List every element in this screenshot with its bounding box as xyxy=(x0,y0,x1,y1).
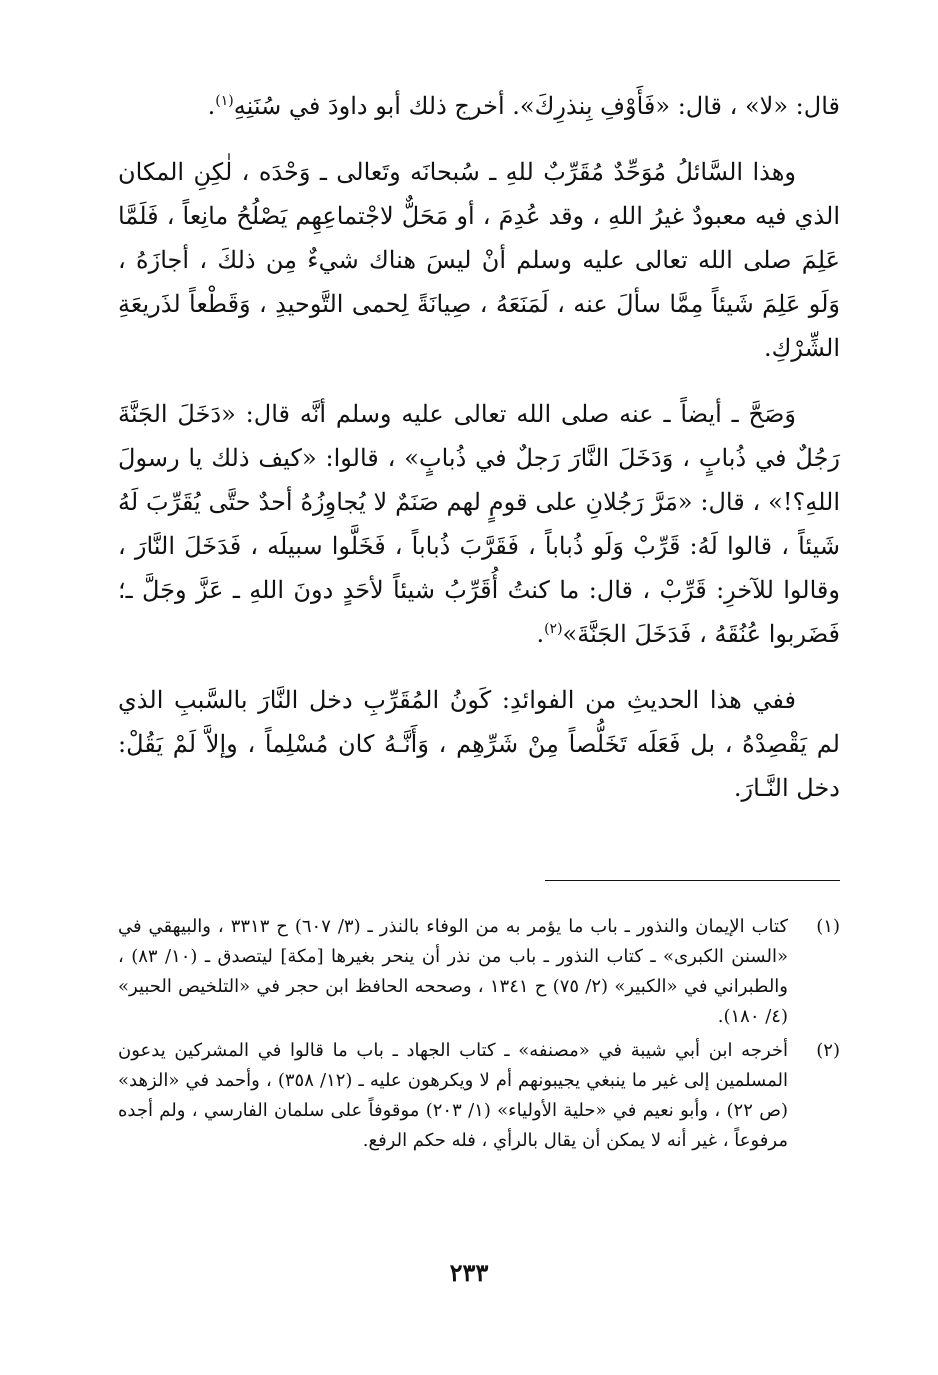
paragraph-3 xyxy=(118,392,840,656)
footnote-ref-1: (١) xyxy=(215,93,234,109)
paragraph-2: وهذا السَّائلُ مُوَحِّدٌ مُقَرِّبٌ للهِ ـ سُبحانَه وتَعالى ـ وَحْدَه ، لٰكِنِ المكان الذي فيه معبودٌ غيرُ اللهِ ، وقد عُدِمَ ، أو مَحَلٌّ لاجْتماعِهِم يَصْلُحُ مانِعاً ، فَلَمَّا عَلِمَ صلى الله تعالى عليه وسلم أنْ ليسَ هناك شيءٌ مِن ذلكَ ، أجازَهُ ، وَلَو عَلِمَ شَيئاً مِمَّا سألَ عنه ، لَمَنَعَهُ ، صِيانَةً لِحمى التَّوحيدِ ، وَقَطْعاً لذَريعَةِ الشِّرْكِ. xyxy=(118,158,840,362)
page-number: ٢٣٣ xyxy=(449,1258,489,1287)
paragraph-1 xyxy=(118,84,840,128)
footnote-ref-2: (٢) xyxy=(544,621,563,637)
paragraph-1-end: . xyxy=(207,92,216,120)
main-text xyxy=(118,84,840,832)
paragraph-3-end: . xyxy=(536,620,545,648)
footnotes xyxy=(118,912,840,1160)
footnote-divider xyxy=(545,880,840,881)
paragraph-4: ففي هذا الحديثِ من الفوائدِ: كَونُ المُقَرِّبِ دخل النَّارَ بالسَّببِ الذي لم يَقْصِدْهُ ، بل فَعَلَه تَخَلُّصاً مِنْ شَرِّهِم ، وَأَنَّـهُ كان مُسْلِماً ، وإلاَّ لَمْ يَقُلْ: دخل النَّـارَ. xyxy=(118,686,840,802)
footnote-number: (١) xyxy=(816,916,840,937)
footnote-1 xyxy=(118,912,840,1032)
paragraph-1-text: قال: «لا» ، قال: «فَأَوْفِ بِنذرِكَ». أخرج ذلك أبو داودَ في سُنَنِهِ xyxy=(233,92,840,120)
footnote-number: (٢) xyxy=(816,1040,840,1061)
footnote-text: أخرجه ابن أبي شيبة في «مصنفه» ـ كتاب الجهاد ـ باب ما قالوا في المشركين يدعون المسلمين إلى غير ما ينبغي يجيبونهم أم لا ويكرهون عليه ـ (١٢/ ٣٥٨) ، وأحمد في «الزهد» (ص ٢٢) ، وأبو نعيم في «حلية الأولياء» (١/ ٢٠٣) موقوفاً على سلمان الفارسي ، ولم أجده مرفوعاً ، غير أنه لا يمكن أن يقال بالرأي ، فله حكم الرفع. xyxy=(118,1040,788,1151)
footnote-text: كتاب الإيمان والنذور ـ باب ما يؤمر به من الوفاء بالنذر ـ (٣/ ٦٠٧) ح ٣٣١٣ ، والبيهقي في «السنن الكبرى» ـ كتاب النذور ـ باب من نذر أن ينحر بغيرها [مكة] ليتصدق ـ (١٠/ ٨٣) ، والطبراني في «الكبير» (٢/ ٧٥) ح ١٣٤١ ، وصححه الحافظ ابن حجر في «التلخيص الحبير» (٤/ ١٨٠). xyxy=(118,916,789,1027)
paragraph-3-text: وَصَحَّ ـ أيضاً ـ عنه صلى الله تعالى عليه وسلم أنَّه قال: «دَخَلَ الجَنَّةَ رَجُلٌ في ذُبابٍ ، وَدَخَلَ النَّارَ رَجلٌ في ذُبابٍ» ، قالوا: «كيف ذلك يا رسولَ اللهِ؟!» ، قال: «مَرَّ رَجُلانِ على قومٍ لهم صَنَمٌ لا يُجاوِزُهُ أحدٌ حتَّى يُقَرِّبَ لَهُ شَيئاً ، قالوا لَهُ: قَرِّبْ وَلَو ذُباباً ، فَقَرَّبَ ذُباباً ، فَخَلَّوا سبيلَه ، فَدَخَلَ النَّارَ ، وقالوا للآخرِ: قَرِّبْ ، قال: ما كنتُ أُقَرِّبُ شيئاً لأحَدٍ دونَ اللهِ ـ عَزَّ وجَلَّ ـ؛ فَضَربوا عُنُقَهُ ، فَدَخَلَ الجَنَّةَ» xyxy=(118,400,840,648)
footnote-2 xyxy=(118,1036,840,1156)
